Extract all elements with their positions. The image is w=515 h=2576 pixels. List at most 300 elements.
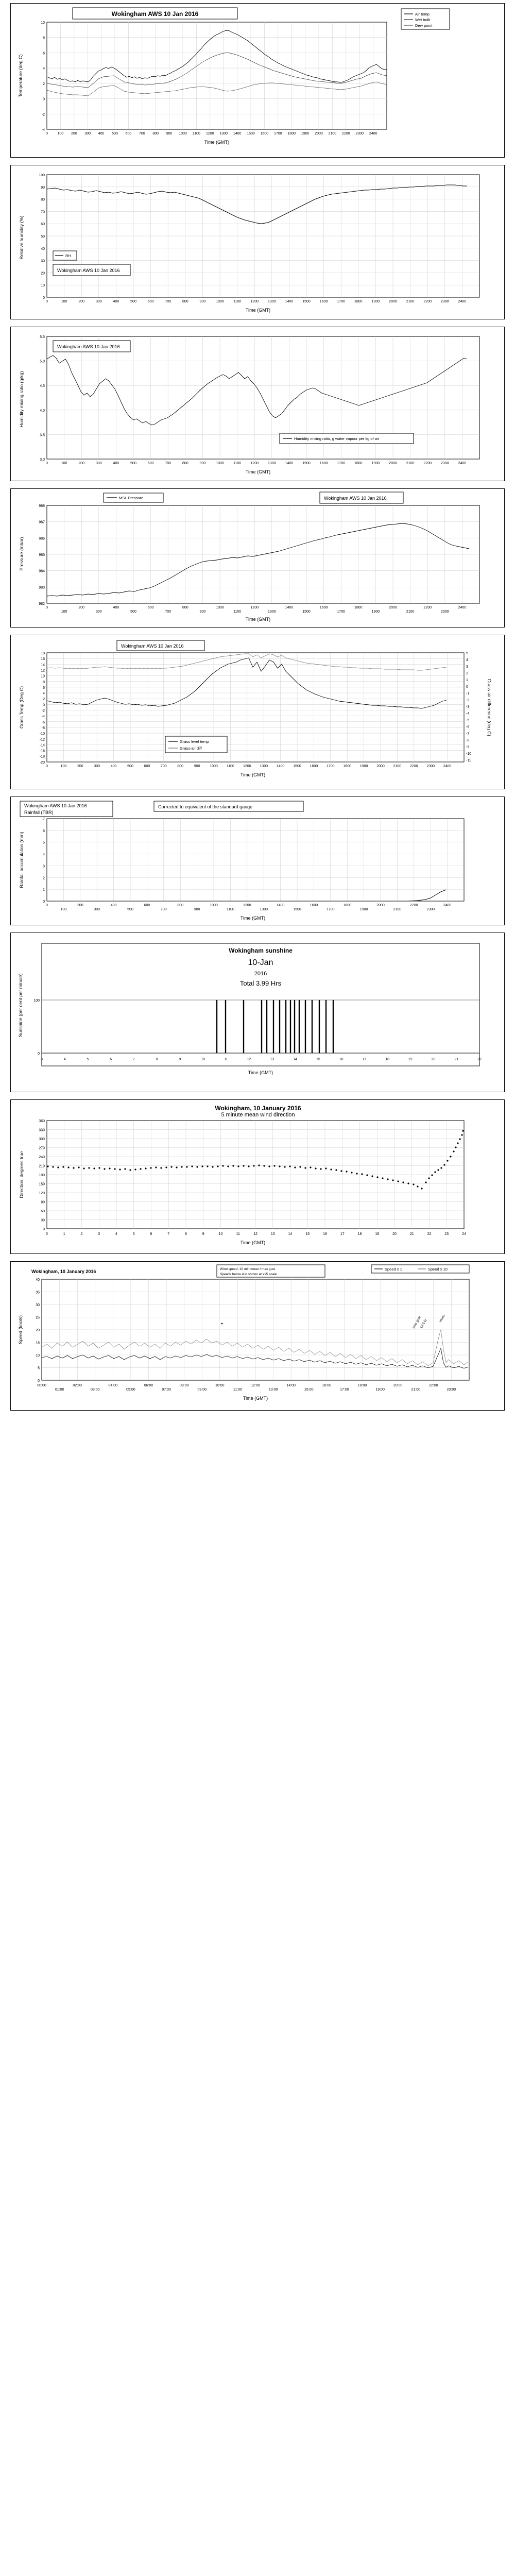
svg-text:180: 180 — [39, 1174, 45, 1177]
svg-text:2200: 2200 — [410, 765, 418, 768]
svg-text:100: 100 — [61, 300, 67, 303]
chart-title: Wokingham, 10 January 2016 — [31, 1269, 96, 1274]
svg-text:50: 50 — [41, 235, 45, 239]
svg-text:4.0: 4.0 — [40, 409, 45, 413]
legend-item-0: Grass level temp — [180, 739, 209, 744]
svg-text:800: 800 — [152, 132, 159, 135]
svg-text:2400: 2400 — [458, 606, 467, 609]
svg-text:1200: 1200 — [206, 132, 214, 135]
svg-text:500: 500 — [127, 908, 133, 911]
svg-text:200: 200 — [78, 606, 85, 609]
svg-text:100: 100 — [33, 999, 40, 1003]
svg-text:3: 3 — [466, 665, 468, 669]
svg-text:100: 100 — [39, 174, 45, 177]
svg-text:0: 0 — [38, 1052, 40, 1056]
svg-text:-16: -16 — [39, 749, 45, 753]
svg-text:14: 14 — [293, 1058, 297, 1061]
x-axis-label: Time (GMT) — [245, 469, 271, 474]
svg-text:4: 4 — [115, 1232, 117, 1236]
svg-text:0: 0 — [46, 765, 48, 768]
legend-item-1: Grass-air diff — [180, 746, 202, 751]
svg-text:08:00: 08:00 — [179, 1384, 189, 1387]
svg-text:6: 6 — [43, 52, 45, 56]
svg-text:1900: 1900 — [359, 765, 368, 768]
svg-text:05:00: 05:00 — [126, 1388, 135, 1392]
svg-text:10: 10 — [201, 1058, 205, 1061]
svg-text:15: 15 — [316, 1058, 320, 1061]
svg-text:4: 4 — [43, 67, 45, 71]
svg-text:14: 14 — [288, 1232, 293, 1236]
y-axis-label: Direction, degrees true — [19, 1151, 24, 1198]
svg-text:12: 12 — [253, 1232, 258, 1236]
svg-text:1600: 1600 — [310, 765, 318, 768]
x-axis-label: Time (GMT) — [248, 1070, 273, 1075]
svg-text:1900: 1900 — [371, 300, 380, 303]
svg-text:800: 800 — [182, 606, 188, 609]
y-axis-label: Grass Temp (Deg C) — [19, 686, 24, 729]
svg-text:16: 16 — [339, 1058, 344, 1061]
svg-text:983: 983 — [39, 586, 45, 590]
svg-text:mean: mean — [438, 1314, 446, 1323]
chart-title: Wokingham sunshine — [229, 947, 293, 954]
svg-text:700: 700 — [139, 132, 145, 135]
svg-text:1500: 1500 — [247, 132, 255, 135]
svg-text:600: 600 — [144, 765, 150, 768]
svg-text:-2: -2 — [41, 709, 45, 713]
svg-text:2400: 2400 — [443, 904, 452, 907]
svg-text:270: 270 — [39, 1146, 45, 1150]
svg-text:00:00: 00:00 — [37, 1384, 46, 1387]
svg-text:5: 5 — [43, 841, 45, 845]
svg-text:2000: 2000 — [376, 765, 385, 768]
svg-text:11:00: 11:00 — [233, 1388, 242, 1392]
svg-text:06:00: 06:00 — [144, 1384, 153, 1387]
chart-panel-temperature — [10, 3, 505, 158]
svg-text:8: 8 — [43, 680, 45, 684]
svg-text:1300: 1300 — [260, 908, 268, 911]
svg-text:986: 986 — [39, 537, 45, 541]
svg-text:600: 600 — [147, 462, 154, 465]
svg-text:09:00: 09:00 — [197, 1388, 207, 1392]
svg-text:25: 25 — [36, 1316, 40, 1320]
svg-text:1100: 1100 — [192, 132, 200, 135]
svg-text:1600: 1600 — [310, 904, 318, 907]
svg-text:1800: 1800 — [343, 904, 351, 907]
svg-text:100: 100 — [61, 462, 67, 465]
svg-text:60: 60 — [41, 223, 45, 227]
svg-text:2300: 2300 — [441, 610, 449, 614]
svg-text:0: 0 — [43, 703, 45, 707]
svg-text:90: 90 — [41, 185, 45, 190]
svg-text:-2: -2 — [466, 699, 470, 702]
svg-text:-8: -8 — [41, 726, 45, 730]
chart-title: Wokingham AWS 10 Jan 2016 — [57, 344, 120, 349]
pressure-chart-svg — [11, 489, 504, 627]
chart-title: Wokingham AWS 10 Jan 2016 — [111, 10, 199, 18]
svg-text:1700: 1700 — [274, 132, 282, 135]
svg-text:5: 5 — [38, 1366, 40, 1370]
x-axis-label: Time (GMT) — [245, 308, 271, 313]
svg-text:360: 360 — [39, 1120, 45, 1123]
svg-text:10:00: 10:00 — [215, 1384, 225, 1387]
chart-year: 2016 — [254, 971, 267, 977]
svg-text:8: 8 — [43, 36, 45, 40]
svg-text:2100: 2100 — [406, 462, 415, 465]
svg-text:22:00: 22:00 — [429, 1384, 438, 1387]
grass-temp-chart-svg — [11, 635, 504, 789]
svg-text:2: 2 — [80, 1232, 83, 1236]
chart-title: Wokingham AWS 10 Jan 2016 — [324, 496, 387, 501]
svg-text:300: 300 — [94, 765, 100, 768]
humidity-chart-svg — [11, 165, 504, 319]
svg-text:1600: 1600 — [260, 132, 269, 135]
svg-text:2000: 2000 — [315, 132, 323, 135]
svg-text:300: 300 — [39, 1138, 45, 1141]
svg-text:2100: 2100 — [393, 765, 402, 768]
svg-text:120: 120 — [39, 1192, 45, 1195]
legend-item-0: RH — [65, 253, 71, 258]
svg-text:max gust: max gust — [411, 1315, 422, 1329]
svg-text:4: 4 — [63, 1058, 66, 1061]
chart-panel-sunshine — [10, 933, 505, 1092]
svg-text:2300: 2300 — [426, 765, 435, 768]
svg-text:3: 3 — [43, 865, 45, 869]
legend-item-1: Wet bulb — [415, 18, 431, 22]
svg-text:0: 0 — [46, 904, 48, 907]
svg-text:985: 985 — [39, 553, 45, 557]
svg-text:500: 500 — [130, 462, 136, 465]
svg-text:1200: 1200 — [250, 300, 259, 303]
svg-text:300: 300 — [84, 132, 91, 135]
chart-panel-rainfall — [10, 796, 505, 925]
svg-text:3: 3 — [41, 1058, 43, 1061]
svg-text:700: 700 — [165, 462, 171, 465]
x-axis-label: Time (GMT) — [243, 1396, 268, 1401]
svg-text:400: 400 — [110, 765, 117, 768]
svg-text:0: 0 — [43, 1228, 45, 1231]
svg-text:2300: 2300 — [441, 300, 449, 303]
svg-text:5: 5 — [87, 1058, 89, 1061]
y-axis-label: Relative humidity (%) — [19, 215, 24, 260]
chart-panel-wind-direction — [10, 1099, 505, 1254]
x-axis-label: Time (GMT) — [204, 140, 230, 145]
svg-text:5: 5 — [466, 652, 468, 655]
chart-panel-humidity — [10, 165, 505, 319]
svg-text:2100: 2100 — [393, 908, 402, 911]
svg-text:1400: 1400 — [276, 904, 285, 907]
svg-text:14: 14 — [41, 663, 45, 667]
svg-text:1700: 1700 — [337, 300, 345, 303]
svg-text:500: 500 — [130, 300, 136, 303]
svg-text:100: 100 — [60, 908, 67, 911]
plot-frame — [47, 22, 387, 129]
svg-text:2: 2 — [43, 698, 45, 702]
svg-text:1100: 1100 — [233, 610, 242, 614]
svg-text:700: 700 — [160, 908, 167, 911]
svg-text:400: 400 — [113, 462, 119, 465]
x-axis-label: Time (GMT) — [240, 1240, 266, 1245]
svg-text:1800: 1800 — [354, 606, 363, 609]
svg-text:9: 9 — [179, 1058, 181, 1061]
svg-text:01:00: 01:00 — [55, 1388, 64, 1392]
svg-text:900: 900 — [194, 908, 200, 911]
svg-text:900: 900 — [199, 610, 206, 614]
svg-text:16: 16 — [41, 657, 45, 662]
svg-text:12: 12 — [41, 669, 45, 673]
svg-text:988: 988 — [39, 504, 45, 508]
x-axis-label: Time (GMT) — [240, 916, 266, 921]
svg-text:2200: 2200 — [423, 300, 432, 303]
svg-text:1: 1 — [466, 679, 468, 682]
svg-text:-10: -10 — [466, 752, 472, 756]
svg-text:200: 200 — [77, 904, 83, 907]
svg-text:13: 13 — [270, 1058, 274, 1061]
svg-text:-8: -8 — [466, 739, 470, 742]
legend-item-0: MSL Pressure — [119, 496, 144, 500]
plot-frame — [47, 336, 479, 459]
svg-text:1300: 1300 — [268, 462, 276, 465]
svg-text:11: 11 — [224, 1058, 228, 1061]
svg-text:1500: 1500 — [302, 610, 311, 614]
svg-text:2000: 2000 — [376, 904, 385, 907]
svg-text:400: 400 — [98, 132, 105, 135]
svg-text:-2: -2 — [41, 113, 45, 117]
svg-text:100: 100 — [57, 132, 64, 135]
chart-title: Wokingham AWS 10 Jan 2016 — [24, 803, 87, 808]
svg-text:2400: 2400 — [458, 300, 467, 303]
wind-speed-chart-svg — [11, 1262, 504, 1410]
svg-text:0: 0 — [46, 300, 48, 303]
svg-text:22: 22 — [427, 1232, 432, 1236]
svg-text:1900: 1900 — [371, 462, 380, 465]
svg-text:0: 0 — [38, 1379, 40, 1383]
svg-text:1200: 1200 — [243, 904, 251, 907]
svg-text:1000: 1000 — [210, 765, 218, 768]
svg-text:2: 2 — [466, 672, 468, 675]
svg-text:16: 16 — [323, 1232, 327, 1236]
svg-text:900: 900 — [199, 300, 206, 303]
svg-text:20: 20 — [392, 1232, 397, 1236]
svg-text:1700: 1700 — [327, 765, 335, 768]
svg-text:12:00: 12:00 — [251, 1384, 260, 1387]
svg-text:1500: 1500 — [293, 908, 301, 911]
svg-text:1100: 1100 — [233, 462, 242, 465]
svg-text:0: 0 — [43, 296, 45, 300]
svg-text:7: 7 — [132, 1058, 135, 1061]
svg-text:30: 30 — [41, 1218, 45, 1223]
svg-text:2400: 2400 — [458, 462, 467, 465]
x-axis-label: Time (GMT) — [240, 772, 266, 777]
svg-text:400: 400 — [113, 606, 119, 609]
svg-text:6: 6 — [110, 1058, 112, 1061]
svg-text:4: 4 — [466, 658, 468, 662]
chart-title: Wokingham, 10 January 2016 — [215, 1105, 301, 1112]
svg-text:2000: 2000 — [389, 606, 397, 609]
legend-item-0: Humidity mixing ratio, g water vapour per kg of air — [294, 436, 380, 441]
svg-text:600: 600 — [147, 300, 154, 303]
svg-text:6: 6 — [43, 686, 45, 690]
svg-text:0: 0 — [46, 606, 48, 609]
svg-text:18:00: 18:00 — [357, 1384, 367, 1387]
svg-text:300: 300 — [95, 462, 102, 465]
chart-title: Wokingham AWS 10 Jan 2016 — [121, 643, 184, 649]
svg-text:40: 40 — [36, 1278, 40, 1282]
chart-panel-mixing-ratio — [10, 327, 505, 481]
plot-frame — [47, 653, 464, 762]
svg-text:3.5: 3.5 — [40, 433, 45, 437]
svg-text:700: 700 — [165, 610, 171, 614]
svg-text:1100: 1100 — [226, 765, 234, 768]
svg-text:-4: -4 — [466, 712, 470, 716]
svg-text:1300: 1300 — [268, 300, 276, 303]
svg-text:1400: 1400 — [276, 765, 285, 768]
svg-text:-10: -10 — [39, 732, 45, 736]
svg-text:2000: 2000 — [389, 300, 397, 303]
svg-text:14:00: 14:00 — [286, 1384, 296, 1387]
svg-text:1200: 1200 — [243, 765, 251, 768]
svg-text:30: 30 — [41, 259, 45, 263]
svg-text:15: 15 — [36, 1341, 40, 1345]
svg-text:-20: -20 — [39, 760, 45, 765]
svg-text:10: 10 — [36, 1354, 40, 1358]
svg-text:9: 9 — [202, 1232, 204, 1236]
svg-text:1600: 1600 — [319, 462, 328, 465]
svg-text:-6: -6 — [466, 725, 470, 729]
svg-text:1700: 1700 — [337, 610, 345, 614]
svg-text:2: 2 — [43, 876, 45, 880]
svg-text:15:00: 15:00 — [304, 1388, 314, 1392]
svg-text:900: 900 — [199, 462, 206, 465]
svg-text:-12: -12 — [39, 738, 45, 742]
svg-text:1100: 1100 — [226, 908, 234, 911]
svg-text:11: 11 — [236, 1232, 240, 1236]
svg-text:200: 200 — [71, 132, 77, 135]
svg-text:987: 987 — [39, 520, 45, 524]
svg-text:1600: 1600 — [319, 606, 328, 609]
svg-text:80: 80 — [41, 198, 45, 202]
legend-item-0: Air temp — [415, 12, 430, 16]
svg-text:17:00: 17:00 — [340, 1388, 349, 1392]
plot-frame — [47, 819, 464, 901]
svg-text:240: 240 — [39, 1156, 45, 1159]
svg-text:1400: 1400 — [285, 462, 294, 465]
y-axis-label: Sunshine (per cent per minute) — [18, 973, 23, 1037]
svg-text:400: 400 — [113, 300, 119, 303]
svg-text:300: 300 — [95, 300, 102, 303]
chart-panel-wind-speed — [10, 1261, 505, 1411]
svg-text:-1: -1 — [466, 692, 470, 696]
svg-text:20: 20 — [36, 1329, 40, 1332]
svg-text:23: 23 — [444, 1232, 449, 1236]
svg-text:800: 800 — [182, 462, 188, 465]
svg-text:1700: 1700 — [337, 462, 345, 465]
svg-text:1400: 1400 — [285, 606, 294, 609]
svg-text:17: 17 — [340, 1232, 345, 1236]
svg-text:40: 40 — [41, 247, 45, 251]
svg-text:6: 6 — [150, 1232, 152, 1236]
svg-text:982: 982 — [39, 602, 45, 606]
legend-item-0: Speed x 1 — [385, 1267, 402, 1272]
svg-text:2300: 2300 — [355, 132, 364, 135]
y-axis-label: Speed (knots) — [18, 1315, 23, 1345]
svg-text:7: 7 — [43, 818, 45, 821]
svg-text:150: 150 — [39, 1182, 45, 1187]
x-axis-label: Time (GMT) — [245, 617, 271, 622]
chart-subtitle: Rainfall (TBR) — [24, 810, 54, 815]
svg-text:330: 330 — [39, 1128, 45, 1132]
svg-text:02:00: 02:00 — [73, 1384, 82, 1387]
svg-text:100: 100 — [61, 610, 67, 614]
svg-text:70: 70 — [41, 210, 45, 214]
svg-text:2400: 2400 — [369, 132, 377, 135]
chart-total: Total 3.99 Hrs — [239, 979, 282, 987]
sunshine-chart-svg — [11, 933, 504, 1092]
svg-text:17: 17 — [362, 1058, 367, 1061]
svg-text:3: 3 — [98, 1232, 100, 1236]
svg-text:18: 18 — [41, 652, 45, 655]
svg-text:2000: 2000 — [389, 462, 397, 465]
svg-text:1400: 1400 — [233, 132, 242, 135]
svg-text:21: 21 — [409, 1232, 414, 1236]
svg-text:5: 5 — [132, 1232, 135, 1236]
svg-text:10: 10 — [41, 21, 45, 25]
svg-text:13: 13 — [270, 1232, 275, 1236]
chart-subtitle: 10-Jan — [248, 958, 273, 967]
svg-text:23:00: 23:00 — [447, 1388, 456, 1392]
svg-text:1000: 1000 — [210, 904, 218, 907]
svg-text:1100: 1100 — [233, 300, 242, 303]
svg-text:0: 0 — [46, 462, 48, 465]
svg-text:2100: 2100 — [328, 132, 337, 135]
svg-text:35: 35 — [36, 1291, 40, 1295]
svg-text:2: 2 — [43, 82, 45, 86]
svg-text:21: 21 — [454, 1058, 459, 1061]
svg-text:500: 500 — [130, 610, 136, 614]
svg-text:19:00: 19:00 — [375, 1388, 385, 1392]
y-axis-label: Humidity mixing ratio (g/kg) — [19, 371, 24, 428]
svg-text:900: 900 — [194, 765, 200, 768]
wind-direction-chart-svg — [11, 1100, 504, 1253]
svg-text:200: 200 — [77, 765, 83, 768]
svg-text:5.5: 5.5 — [40, 335, 45, 339]
svg-text:30: 30 — [36, 1303, 40, 1307]
chart-annotation: Corrected to equivalent of the standard gauge — [158, 804, 253, 809]
svg-text:1500: 1500 — [293, 765, 301, 768]
svg-text:0: 0 — [43, 97, 45, 101]
svg-text:1800: 1800 — [354, 300, 363, 303]
svg-text:-6: -6 — [41, 720, 45, 724]
svg-text:1000: 1000 — [179, 132, 187, 135]
svg-text:2100: 2100 — [406, 610, 415, 614]
svg-text:2200: 2200 — [342, 132, 350, 135]
legend-item-2: Dew point — [415, 23, 433, 28]
svg-text:1900: 1900 — [359, 908, 368, 911]
temperature-chart-svg — [11, 4, 504, 157]
svg-text:19: 19 — [408, 1058, 413, 1061]
svg-text:1800: 1800 — [343, 765, 351, 768]
chart-subtitle: 5 minute mean wind direction — [221, 1112, 295, 1118]
svg-text:200: 200 — [78, 462, 85, 465]
svg-text:2200: 2200 — [423, 462, 432, 465]
svg-text:1000: 1000 — [216, 606, 224, 609]
svg-text:3.0: 3.0 — [40, 458, 45, 462]
svg-text:1300: 1300 — [268, 610, 276, 614]
svg-text:1200: 1200 — [250, 462, 259, 465]
svg-text:-7: -7 — [466, 732, 470, 736]
mixing-ratio-chart-svg — [11, 327, 504, 481]
svg-text:18.5 kt: 18.5 kt — [419, 1318, 428, 1329]
svg-text:0: 0 — [466, 685, 468, 689]
